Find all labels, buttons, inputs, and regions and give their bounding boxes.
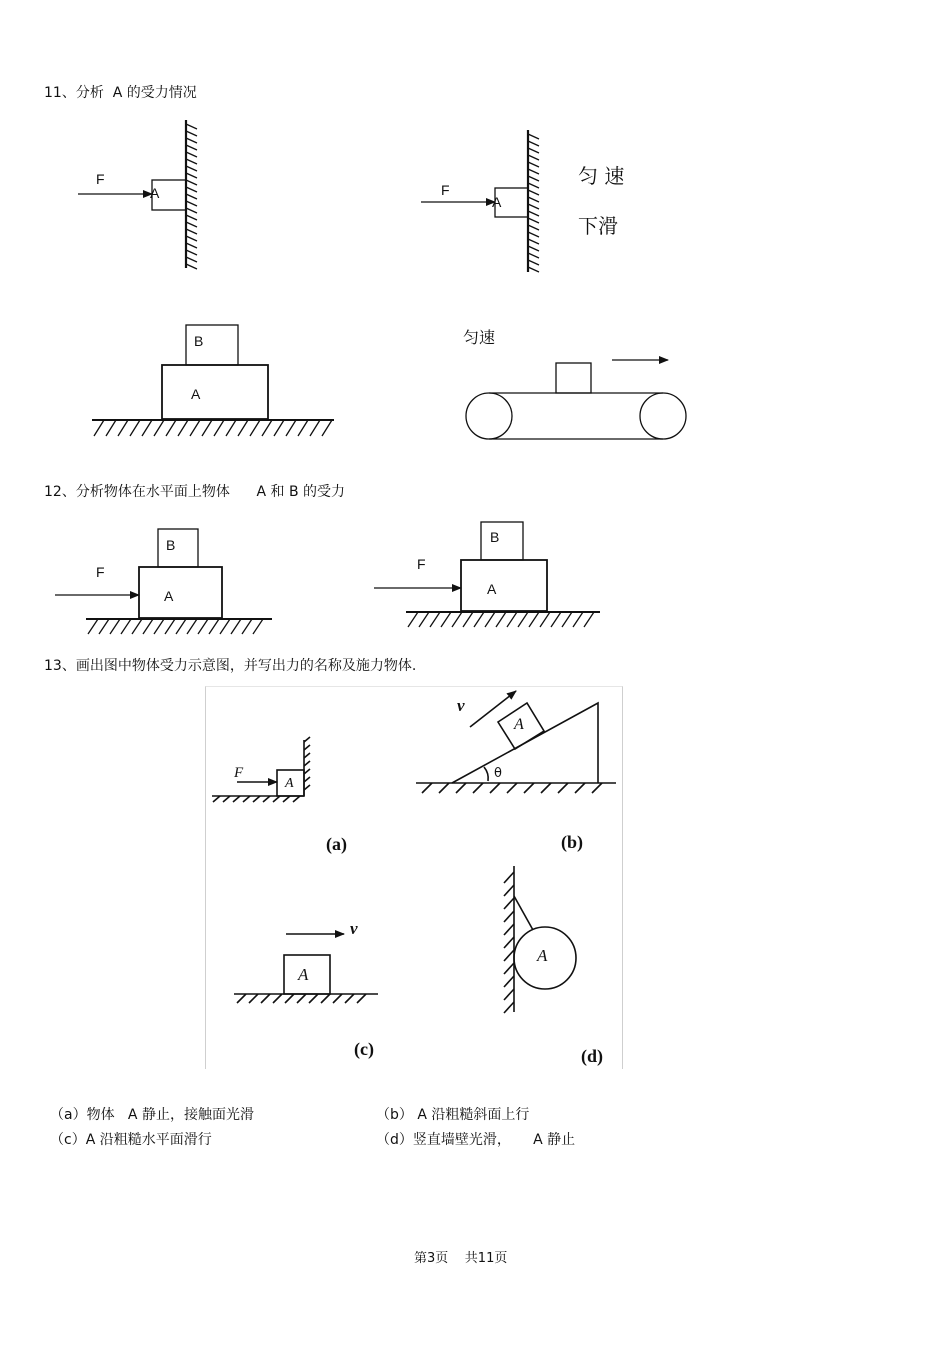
q13c-block-label: A — [298, 965, 309, 984]
q13a-wall-hatch — [304, 737, 310, 790]
q11-fig2-note-line1: 匀 速 — [578, 164, 625, 188]
q11-fig2-block-label: A — [492, 194, 502, 210]
q11-fig4-conveyor — [466, 360, 686, 439]
q11-fig3-block-a — [162, 365, 268, 419]
q12-fig1-force-label: F — [96, 564, 105, 580]
q11-fig4-right-roller — [640, 393, 686, 439]
q13-desc-c: （c）A 沿粗糙水平面滑行 — [50, 1132, 212, 1148]
q12-fig2-bottom-label: A — [487, 581, 497, 597]
q11-fig3-top-label: B — [194, 333, 204, 349]
q12-fig1-block-b — [158, 529, 198, 567]
q11-fig3-bottom-label: A — [191, 386, 201, 402]
q11-fig1-wall-hatch — [186, 124, 197, 269]
page-footer: 第3页 共11页 — [414, 1251, 508, 1266]
q11-fig2-note-line2: 下滑 — [578, 214, 618, 238]
q13b-diagram — [416, 691, 616, 793]
q13a-diagram — [212, 737, 310, 802]
q13a-caption: (a) — [326, 834, 347, 854]
q13b-angle-label: θ — [494, 766, 502, 781]
q13c-block — [284, 955, 330, 994]
q13c-caption: (c) — [354, 1039, 374, 1059]
q13b-ground-hatch — [422, 783, 602, 793]
q12-fig1-top-label: B — [166, 537, 176, 553]
q13a-block — [277, 770, 304, 796]
q11-fig1-block — [152, 180, 186, 210]
q11-title: 11、分析 A 的受力情况 — [44, 85, 197, 101]
q13b-velocity-arrow — [470, 691, 516, 727]
q11-fig3-ground-hatch — [94, 420, 332, 436]
q11-fig4-left-roller — [466, 393, 512, 439]
q11-fig3 — [92, 325, 334, 436]
q11-fig1-block-label: A — [150, 185, 160, 201]
q13d-wall-hatch — [504, 872, 514, 1013]
q13a-force-label: F — [234, 765, 244, 781]
q11-fig2 — [421, 130, 539, 272]
q13-desc-a: （a）物体 A 静止，接触面光滑 — [50, 1107, 254, 1123]
q11-fig3-block-b — [186, 325, 238, 365]
q11-fig4-note: 匀速 — [463, 328, 496, 347]
q13a-block-label: A — [285, 776, 294, 791]
q13d-string — [514, 896, 533, 930]
q12-fig1 — [55, 529, 272, 634]
q13d-ball-label: A — [537, 946, 548, 965]
q13c-velocity-label: v — [350, 919, 358, 938]
q11-fig1-force-label: F — [96, 171, 105, 187]
q12-fig2-force-label: F — [417, 556, 426, 572]
q12-fig2-top-label: B — [490, 529, 500, 545]
q13b-angle-arc — [484, 767, 488, 781]
q13c-ground-hatch — [237, 994, 366, 1003]
q12-fig1-bottom-label: A — [164, 588, 174, 604]
q13b-block — [498, 703, 544, 749]
q13-title: 13、画出图中物体受力示意图，并写出力的名称及施力物体. — [44, 658, 417, 674]
q13b-block-label: A — [514, 716, 524, 733]
q12-title: 12、分析物体在水平面上物体 A 和 B 的受力 — [44, 484, 346, 500]
q12-fig1-block-a — [139, 567, 222, 618]
q13a-ground-hatch — [213, 796, 300, 802]
q11-fig2-wall-hatch — [528, 134, 539, 272]
q13d-ball — [514, 927, 576, 989]
q13b-caption: (b) — [561, 832, 583, 852]
q11-fig2-force-label: F — [441, 182, 450, 198]
q13c-diagram — [234, 934, 378, 1003]
q13b-velocity-label: v — [457, 696, 465, 715]
q11-fig2-block — [495, 188, 528, 217]
q12-fig2-ground-hatch — [408, 612, 594, 627]
q13d-diagram — [504, 866, 576, 1013]
q13-desc-d: （d）竖直墙壁光滑， A 静止 — [376, 1132, 576, 1148]
q11-fig1 — [78, 120, 197, 269]
q13-desc-b: （b） A 沿粗糙斜面上行 — [376, 1107, 530, 1123]
q12-fig2-block-b — [481, 522, 523, 560]
q11-fig4-block — [556, 363, 591, 393]
q12-fig2 — [374, 522, 600, 627]
q12-fig2-block-a — [461, 560, 547, 611]
q12-fig1-ground-hatch — [88, 619, 263, 634]
q13d-caption: (d) — [581, 1046, 603, 1066]
